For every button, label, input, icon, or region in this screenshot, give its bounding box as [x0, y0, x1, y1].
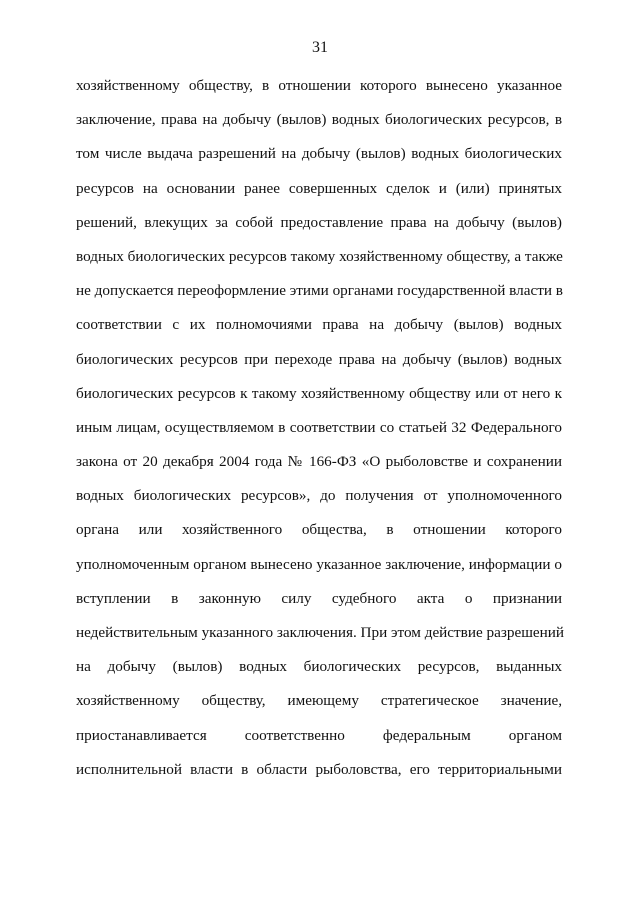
text-line: том числе выдача разрешений на добычу (вылов) водных биологических	[76, 145, 562, 163]
text-line: соответствии с их полномочиями права на добычу (вылов) водных	[76, 316, 562, 334]
text-line: иным лицам, осуществляемом в соответствии со статьей 32 Федерального	[76, 418, 562, 436]
text-line: хозяйственному обществу, в отношении которого вынесено указанное	[76, 77, 562, 94]
text-line: на добычу (вылов) водных биологических ресурсов, выданных	[76, 658, 562, 676]
text-line: ресурсов на основании ранее совершенных сделок и (или) принятых	[76, 179, 562, 197]
text-line: вступлении в законную силу судебного акта о признании	[76, 589, 562, 607]
text-line: заключение, права на добычу (вылов) водных биологических ресурсов, в	[76, 111, 562, 129]
text-line: решений, влекущих за собой предоставление права на добычу (вылов)	[76, 213, 562, 231]
text-line: хозяйственному обществу, имеющему стратегическое значение,	[76, 692, 562, 710]
text-line: уполномоченным органом вынесено указанное заключение, информации о	[76, 555, 562, 573]
page-number: 31	[312, 39, 328, 56]
text-line: водных биологических ресурсов», до получения от уполномоченного	[76, 487, 562, 505]
text-line: закона от 20 декабря 2004 года № 166-ФЗ «О рыболовстве и сохранении	[76, 453, 562, 471]
text-line: приостанавливается соответственно федеральным органом	[76, 726, 562, 744]
text-line: биологических ресурсов к такому хозяйственному обществу или от него к	[76, 384, 562, 402]
text-line: не допускается переоформление этими органами государственной власти в	[76, 282, 563, 300]
text-line: органа или хозяйственного общества, в отношении которого	[76, 521, 562, 539]
text-line: недействительным указанного заключения. При этом действие разрешений	[76, 624, 565, 641]
body-text	[76, 74, 565, 792]
text-line: исполнительной власти в области рыболовства, его территориальными	[76, 760, 562, 778]
text-line: водных биологических ресурсов такому хозяйственному обществу, а также	[76, 247, 563, 265]
text-line: биологических ресурсов при переходе права на добычу (вылов) водных	[76, 350, 562, 368]
